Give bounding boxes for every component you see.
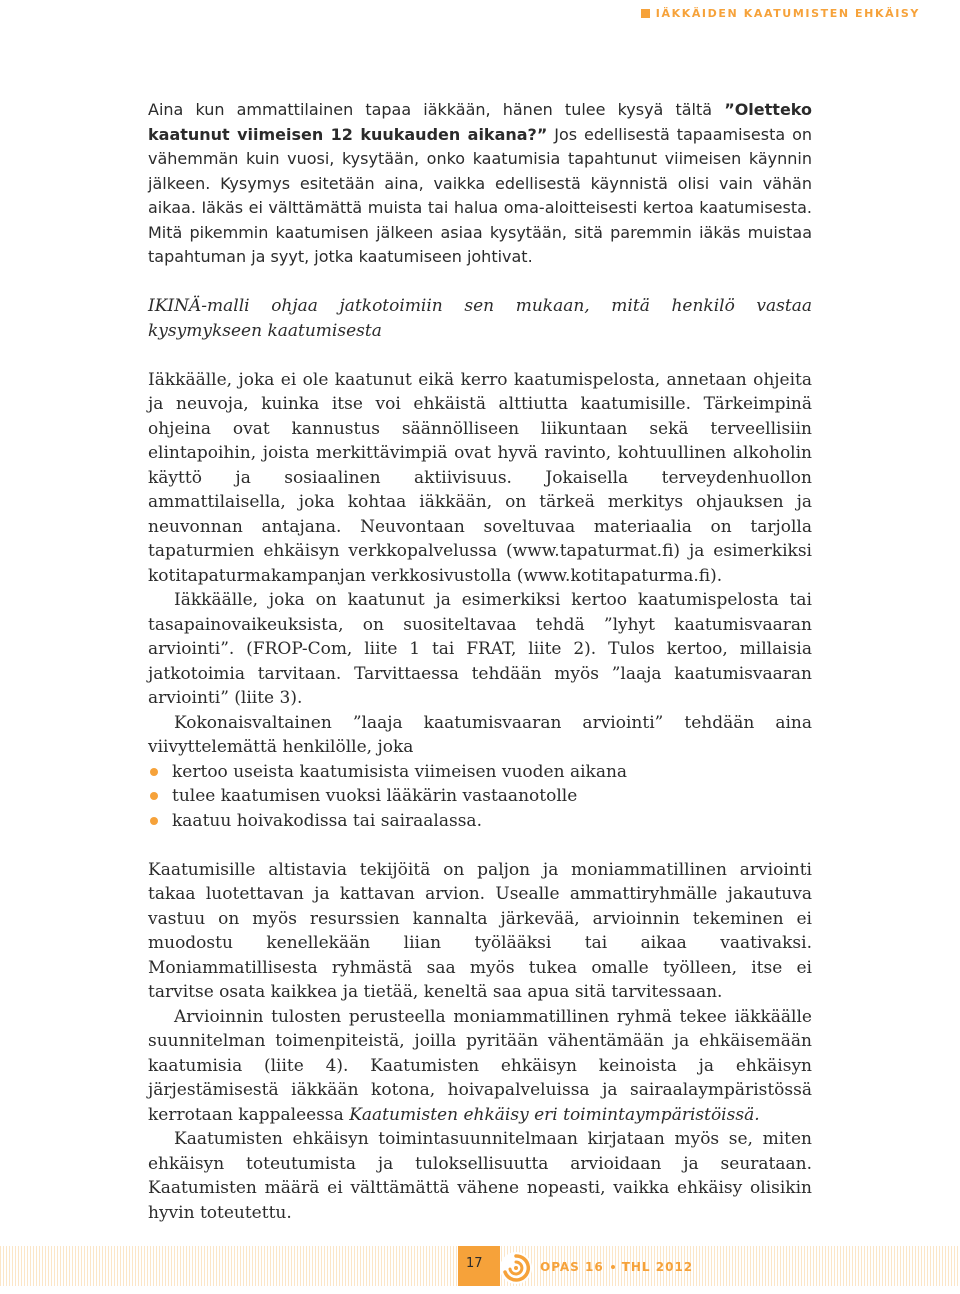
bullet-icon	[150, 817, 158, 825]
paragraph-followup: Kaatumisten ehkäisyn toimintasuunnitelmaan kirjataan myös se, miten ehkäisyn toteutumista ja tuloksellisuutta arvioidaan ja seurataan. Kaatumisten määrä ei välttämättä vähene nopeasti, vaikka ehkäisy olisikin hyvin toteutettu.	[148, 1129, 812, 1223]
list-item: tulee kaatumisen vuoksi lääkärin vastaanotolle	[172, 784, 812, 809]
paragraph-advice: Iäkkäälle, joka ei ole kaatunut eikä kerro kaatumispelosta, annetaan ohjeita ja neuvoja, kuinka itse voi ehkäistä alttiutta kaatumisille. Tärkeimpinä ohjeina ovat kannustus säännölliseen liikuntaan sekä terveellisiin elintapoihin, joista merkittävimpiä ovat hyvä ravinto, kohtuullinen alkoholin käyttö ja sosiaalinen aktiivisuus. Jokaisella terveydenhuollon ammattilaisella, joka kohtaa iäkkään, on tärkeä merkitys ohjauksen ja neuvonnan antajana. Neuvontaan soveltuvaa materiaalia on tarjolla tapaturmien ehkäisyn verkkopalvelussa (www.tapaturmat.fi) ja esimerkiksi kotitapaturmakampanjan verkkosivustolla (www.kotitapaturma.fi).	[148, 369, 812, 586]
spacer	[148, 270, 812, 295]
series-label: OPAS 16 THL 2012	[540, 1260, 694, 1274]
header-square-icon	[641, 9, 650, 18]
spacer	[148, 343, 812, 368]
paragraph-plan: Arvioinnin tulosten perusteella moniammatillinen ryhmä tekee iäkkäälle suunnitelman toimenpiteistä, joilla pyritään vähentämään ja ehkäisemään kaatumisia (liite 4). Kaatumisten ehkäisyn keinoista ja ehkäisyn järjestämisestä iäkkään kotona, hoivapalveluissa ja sairaalaympäristössä kerrotaan kappaleessa Kaatumisten ehkäisy eri toimintaympäristöissä.	[148, 1006, 812, 1125]
section-heading: IKINÄ-malli ohjaa jatkotoimiin sen mukaan, mitä henkilö vastaa kysymykseen kaatumisesta	[148, 296, 812, 341]
running-header	[641, 5, 920, 21]
page-number: 17	[466, 1256, 483, 1271]
paragraph-multiprofessional: Kaatumisille altistavia tekijöitä on paljon ja moniammatillinen arviointi takaa luotettavan ja kattavan arvion. Usealle ammattiryhmälle jakautuva vastuu on myös resurssien kannalta järkevää, arvioinnin tekeminen ei muodostu kenellekään liian työlääksi tai aikaa vaativaksi. Moniammatillisesta ryhmästä saa myös tukea omalle työlleen, itse ei tarvitse osata kaikkea ja tietää, keneltä saa apua sitä tarvitessaan.	[148, 859, 812, 1002]
paragraph-short-assessment: Iäkkäälle, joka on kaatunut ja esimerkiksi kertoo kaatumispelosta tai tasapainovaikeuksista, on suositeltavaa tehdä ”lyhyt kaatumisvaaran arviointi”. (FROP-Com, liite 1 tai FRAT, liite 2). Tulos kertoo, millaisia jatkotoimia tarvitaan. Tarvittaessa tehdään myös ”laaja kaatumisvaaran arviointi” (liite 3).	[148, 590, 812, 708]
intro-question: ”Oletteko kaatunut viimeisen 12 kuukauden aikana?”	[148, 100, 812, 144]
page-footer	[0, 1246, 960, 1286]
bullet-icon	[150, 768, 158, 776]
list-item: kertoo useista kaatumisista viimeisen vuoden aikana	[172, 760, 812, 785]
criteria-list	[148, 760, 812, 834]
paragraph-comprehensive-assessment: Kokonaisvaltainen ”laaja kaatumisvaaran arviointi” tehdään aina viivyttelemättä henkilölle, joka	[148, 712, 812, 757]
swirl-logo-icon	[498, 1250, 534, 1286]
spacer	[148, 833, 812, 858]
page-body	[148, 98, 812, 1225]
list-item: kaatuu hoivakodissa tai sairaalassa.	[172, 809, 812, 834]
intro-text-b: Jos edellisestä tapaamisesta on vähemmän kuin vuosi, kysytään, onko kaatumisia tapahtunut viimeisen käynnin jälkeen. Kysymys esitetään aina, vaikka edellisestä käynnistä olisi vain vähän aikaa. Iäkäs ei välttämättä muista tai halua oma-aloitteisesti kertoa kaatumisesta. Mitä pikemmin kaatumisen jälkeen asiaa kysytään, sitä paremmin iäkäs muistaa tapahtuman ja syyt, jotka kaatumiseen johtivat.	[148, 124, 812, 266]
separator-dot-icon	[611, 1265, 615, 1269]
bullet-icon	[150, 792, 158, 800]
chapter-reference: Kaatumisten ehkäisy eri toimintaympäristöissä.	[349, 1104, 760, 1125]
header-title: IÄKKÄIDEN KAATUMISTEN EHKÄISY	[655, 6, 920, 20]
intro-text-a: Aina kun ammattilainen tapaa iäkkään, hänen tulee kysyä tältä	[148, 100, 725, 119]
intro-paragraph	[148, 98, 812, 270]
